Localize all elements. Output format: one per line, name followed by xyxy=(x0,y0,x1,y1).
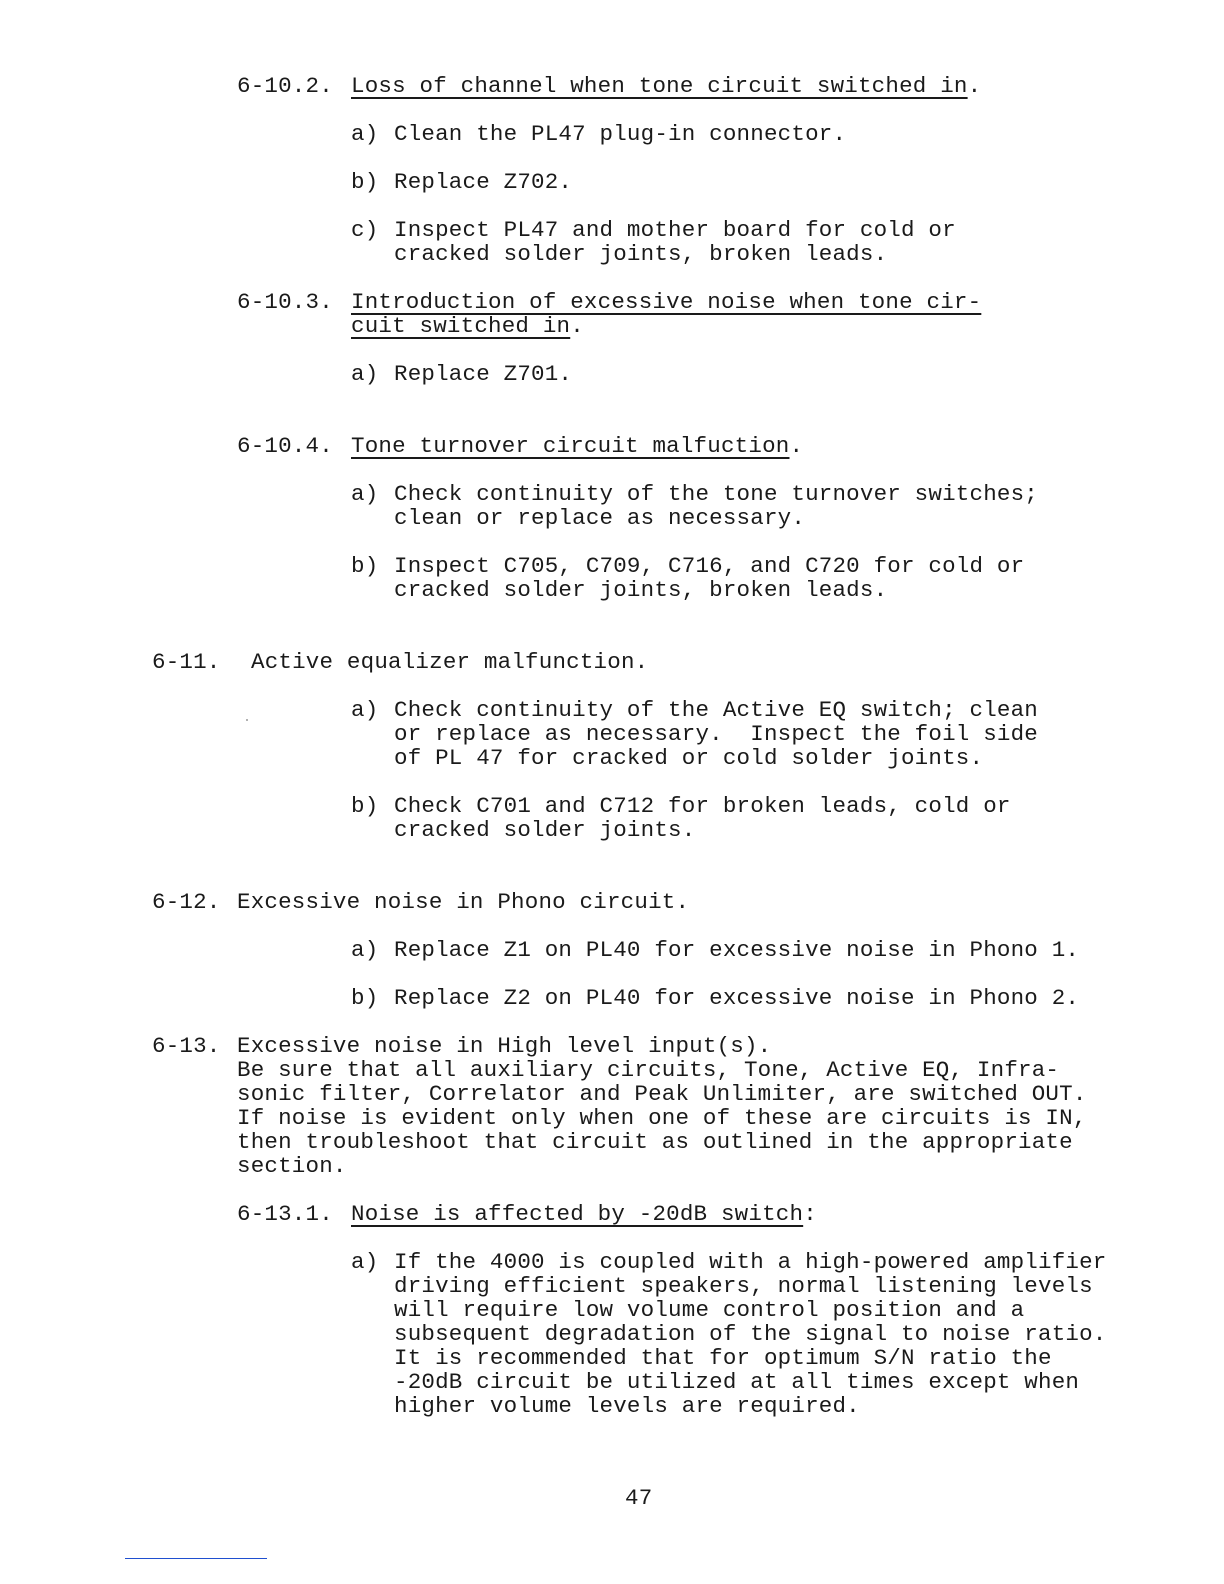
item-marker: a) xyxy=(351,697,379,723)
item-text: clean or replace as necessary. xyxy=(394,505,806,531)
item-text: -20dB circuit be utilized at all times except when xyxy=(394,1369,1080,1395)
section-heading-text: cuit switched in xyxy=(351,313,571,339)
section-heading xyxy=(351,314,584,338)
section-number: 6-13.1. xyxy=(237,1201,333,1227)
item-text: cracked solder joints. xyxy=(394,817,696,843)
section-heading-text: Noise is affected by -20dB switch xyxy=(351,1201,804,1227)
body-text: sonic filter, Correlator and Peak Unlimiter, are switched OUT. xyxy=(237,1081,1087,1107)
item-marker: a) xyxy=(351,121,379,147)
page-number: 47 xyxy=(625,1485,653,1511)
section-heading xyxy=(351,74,981,98)
item-text: If the 4000 is coupled with a high-powered amplifier xyxy=(394,1249,1107,1275)
section-heading: Excessive noise in High level input(s). xyxy=(237,1033,772,1059)
item-text: It is recommended that for optimum S/N ratio the xyxy=(394,1345,1052,1371)
section-heading: Active equalizer malfunction. xyxy=(251,649,649,675)
item-text: will require low volume control position and a xyxy=(394,1297,1025,1323)
footer-rule xyxy=(125,1558,267,1559)
body-text: then troubleshoot that circuit as outlined in the appropriate xyxy=(237,1129,1073,1155)
item-marker: a) xyxy=(351,481,379,507)
body-text: Be sure that all auxiliary circuits, Tone, Active EQ, Infra- xyxy=(237,1057,1060,1083)
item-text: Check C701 and C712 for broken leads, cold or xyxy=(394,793,1011,819)
section-heading xyxy=(351,1202,817,1226)
section-number: 6-10.2. xyxy=(237,73,333,99)
section-number: 6-12. xyxy=(152,889,221,915)
item-marker: c) xyxy=(351,217,379,243)
heading-punctuation: . xyxy=(789,433,804,459)
item-text: or replace as necessary. Inspect the foil side xyxy=(394,721,1039,747)
section-heading: Excessive noise in Phono circuit. xyxy=(237,889,690,915)
item-text: of PL 47 for cracked or cold solder joints. xyxy=(394,745,984,771)
section-heading-text: Introduction of excessive noise when tone cir- xyxy=(351,289,982,315)
item-text: cracked solder joints, broken leads. xyxy=(394,241,888,267)
item-text: Check continuity of the tone turnover switches; xyxy=(394,481,1039,507)
item-text: Replace Z702. xyxy=(394,169,573,195)
section-number: 6-13. xyxy=(152,1033,221,1059)
item-text: Replace Z2 on PL40 for excessive noise in Phono 2. xyxy=(394,985,1080,1011)
item-marker: a) xyxy=(351,1249,379,1275)
item-text: cracked solder joints, broken leads. xyxy=(394,577,888,603)
section-heading xyxy=(351,434,803,458)
item-text: Replace Z1 on PL40 for excessive noise in Phono 1. xyxy=(394,937,1080,963)
section-heading xyxy=(351,290,981,314)
item-marker: b) xyxy=(351,793,379,819)
item-marker: b) xyxy=(351,553,379,579)
section-heading-text: Loss of channel when tone circuit switched in xyxy=(351,73,968,99)
item-marker: a) xyxy=(351,361,379,387)
item-marker: b) xyxy=(351,169,379,195)
section-number: 6-10.3. xyxy=(237,289,333,315)
item-text: Replace Z701. xyxy=(394,361,573,387)
body-text: If noise is evident only when one of these are circuits is IN, xyxy=(237,1105,1087,1131)
item-text: driving efficient speakers, normal listening levels xyxy=(394,1273,1093,1299)
item-text: higher volume levels are required. xyxy=(394,1393,860,1419)
heading-punctuation: . xyxy=(570,313,584,339)
item-text: Inspect C705, C709, C716, and C720 for cold or xyxy=(394,553,1025,579)
item-text: Clean the PL47 plug-in connector. xyxy=(394,121,847,147)
item-text: Check continuity of the Active EQ switch; clean xyxy=(394,697,1039,723)
heading-punctuation: : xyxy=(803,1201,817,1227)
item-text: Inspect PL47 and mother board for cold or xyxy=(394,217,956,243)
item-text: subsequent degradation of the signal to noise ratio. xyxy=(394,1321,1107,1347)
scan-speck xyxy=(246,719,248,721)
item-marker: b) xyxy=(351,985,379,1011)
heading-punctuation: . xyxy=(967,73,982,99)
section-number: 6-10.4. xyxy=(237,433,333,459)
item-marker: a) xyxy=(351,937,379,963)
section-heading-text: Tone turnover circuit malfuction xyxy=(351,433,790,459)
section-number: 6-11. xyxy=(152,649,221,675)
body-text: section. xyxy=(237,1153,347,1179)
